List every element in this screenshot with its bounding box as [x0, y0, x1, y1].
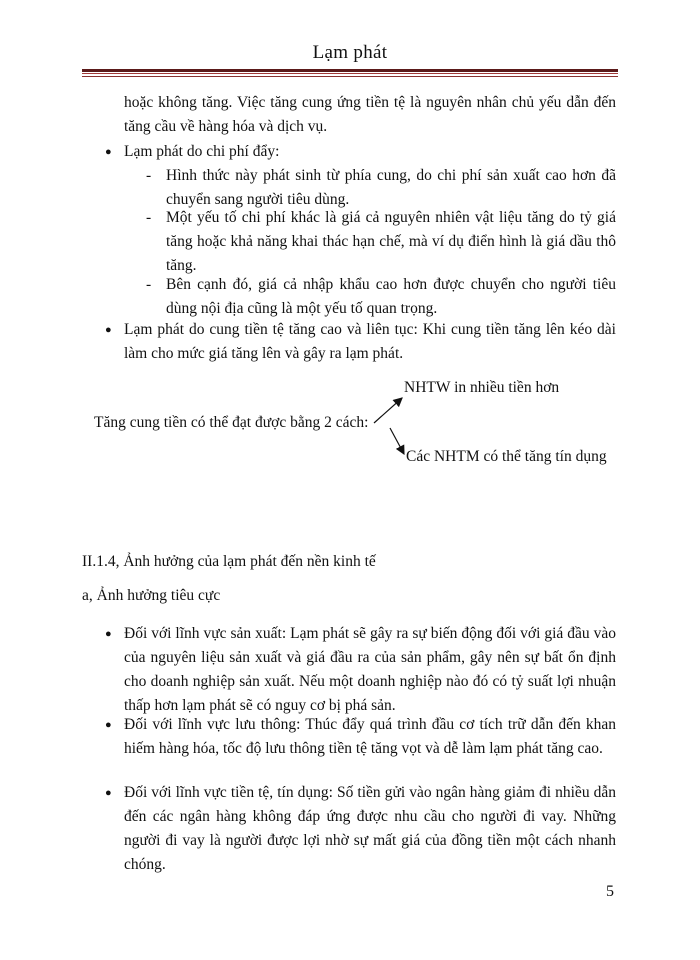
impact-item-monetary: Đối với lĩnh vực tiền tệ, tín dụng: Số tiền gửi vào ngân hàng giảm đi nhiều dẫn đến các ngân hàng không đáp ứng được nhu cầu cho người đi vay. Những người đi vay là người được lợi nhờ sự mất giá của đồng tiền một cách nhanh chóng. — [124, 784, 616, 873]
diagram-top-branch: NHTW in nhiều tiền hơn — [404, 379, 560, 396]
bullet-icon: ● — [105, 628, 112, 640]
bullet-icon: ● — [105, 787, 112, 799]
dash-icon: - — [146, 209, 152, 226]
arrow-up-icon — [374, 398, 402, 423]
page-title: Lạm phát — [312, 42, 388, 63]
dash-icon: - — [146, 167, 152, 184]
dash-icon: - — [146, 276, 152, 293]
cost-push-item: Bên cạnh đó, giá cả nhập khẩu cao hơn được chuyển cho người tiêu dùng nội địa cũng là một yếu tố quan trọng. — [166, 276, 616, 317]
impact-item-circulation: Đối với lĩnh vực lưu thông: Thúc đẩy quá trình đầu cơ tích trữ dẫn đến khan hiếm hàng hóa, tốc độ lưu thông tiền tệ tăng vọt và dễ làm lạm phát tăng cao. — [124, 716, 616, 757]
subsection-heading: a, Ảnh hưởng tiêu cực — [82, 587, 221, 604]
diagram-label: Tăng cung tiền có thể đạt được bằng 2 cách: — [94, 414, 369, 431]
impact-item-production: Đối với lĩnh vực sản xuất: Lạm phát sẽ gây ra sự biến động đối với giá đầu vào của nguyên liệu sản xuất và giá đầu ra của sản phẩm, gây nên sự bất ổn định cho doanh nghiệp sản xuất. Nếu một doanh nghiệp nào đó có tỷ suất lợi nhuận thấp hơn lạm phát sẽ có nguy cơ bị phá sản. — [124, 625, 616, 714]
diagram-bottom-branch: Các NHTM có thể tăng tín dụng — [406, 448, 607, 465]
cost-push-item: Hình thức này phát sinh từ phía cung, do chi phí sản xuất cao hơn đã chuyển sang người tiêu dùng. — [166, 167, 616, 208]
bullet-icon: ● — [105, 719, 112, 731]
continuation-paragraph: hoặc không tăng. Việc tăng cung ứng tiền tệ là nguyên nhân chủ yếu dẫn đến tăng cầu về hàng hóa và dịch vụ. — [124, 94, 616, 135]
money-supply-paragraph: Lạm phát do cung tiền tệ tăng cao và liên tục: Khi cung tiền tăng lên kéo dài làm cho mức giá tăng lên và gây ra lạm phát. — [124, 321, 616, 362]
arrow-down-icon — [390, 428, 404, 454]
cost-push-item: Một yếu tố chi phí khác là giá cả nguyên nhiên vật liệu tăng do tỷ giá tăng hoặc khả năng khai thác hạn chế, mà ví dụ điển hình là giá dầu thô tăng. — [166, 209, 616, 274]
cost-push-title: Lạm phát do chi phí đẩy: — [124, 143, 280, 160]
section-heading: II.1.4, Ảnh hưởng của lạm phát đến nền kinh tế — [82, 553, 376, 570]
bullet-icon: ● — [105, 324, 112, 336]
page-number: 5 — [606, 883, 614, 900]
bullet-icon: ● — [105, 146, 112, 158]
